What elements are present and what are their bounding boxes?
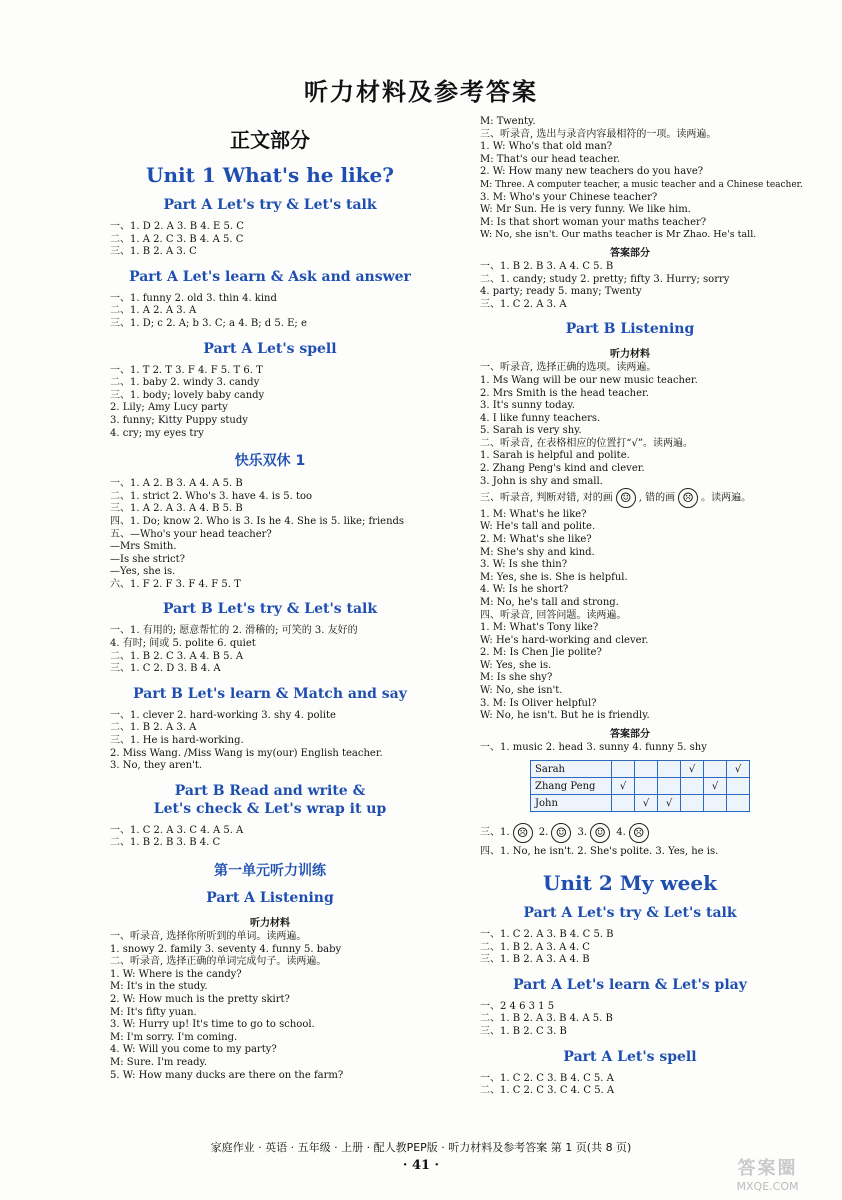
material-line: W: He's hard-working and clever. [480,634,649,646]
material-line: M: Is she shy? [480,672,553,684]
material-line: 二、听录音, 选择正确的单词完成句子。读两遍。 [110,956,327,968]
material-line: M: That's our head teacher. [480,153,620,165]
material-line: 一、听录音, 选择正确的选项。读两遍。 [480,362,657,374]
tick-table [530,760,750,812]
material-line: M: Sure. I'm ready. [110,1056,208,1068]
section-title: 正文部分 [230,128,310,152]
material-line: 一、听录音, 选择你所听到的单词。读两遍。 [110,931,307,942]
answer-line: 4. cry; my eyes try [110,427,204,439]
left-column [110,112,430,1082]
material-heading: 听力材料 [610,349,650,361]
answer-line: —Is she strict? [110,553,186,565]
table-cell [612,795,635,812]
material-line: 4. I like funny teachers. [480,412,601,424]
table-cell: John [531,795,612,812]
answer-line: 一、1. music 2. head 3. sunny 4. funny 5. shy [480,741,707,753]
answer-line: 二、1. A 2. A 3. A [110,305,197,317]
part-a-learn-title: Part A Let's learn & Ask and answer [129,268,411,285]
table-cell [658,778,681,795]
answer-line: 三、1. C 2. D 3. B 4. A [110,663,221,675]
table-cell [727,795,750,812]
material-line: M: Is that short woman your maths teacher? [480,216,707,228]
answer-line: 一、1. funny 2. old 3. thin 4. kind [110,292,277,304]
u2-part-a-learn-title: Part A Let's learn & Let's play [513,976,747,993]
answer-line: 一、1. D 2. A 3. B 4. E 5. C [110,221,244,232]
table-cell [635,761,658,778]
answer-line: 四、1. Do; know 2. Who is 3. Is he 4. She is 5. like; friends [110,515,405,527]
material-line: 2. M: What's she like? [480,533,592,545]
table-cell: √ [704,778,727,795]
material-line: 1. Sarah is helpful and polite. [480,450,630,462]
table-cell [635,778,658,795]
material-line: M: She's shy and kind. [480,546,595,558]
answer-line: 二、1. C 2. C 3. C 4. C 5. A [480,1085,615,1097]
table-cell: Sarah [531,761,612,778]
answer-line: 一、1. B 2. B 3. A 4. C 5. B [480,260,614,272]
material-heading: 听力材料 [250,918,290,929]
answer-line: 二、1. baby 2. windy 3. candy [110,377,260,389]
answer-line: 五、—Who's your head teacher? [110,528,272,540]
answer-line: 一、1. T 2. T 3. F 4. F 5. T 6. T [110,364,263,376]
material-line: 2. W: How much is the pretty skirt? [110,993,290,1005]
material-line: 3. John is shy and small. [480,475,603,487]
material-line: M: Three. A computer teacher, a music teacher and a Chinese teacher. [480,179,803,190]
watermark-url: MXQE.COM [736,1180,799,1193]
answer-line: 一、1. C 2. A 3. C 4. A 5. A [110,824,244,836]
answer-line: 二、1. B 2. A 3. A 4. C [480,941,590,953]
answer-line: 三、1. He is hard-working. [110,735,244,747]
answer-line: 二、1. B 2. B 3. B 4. C [110,837,221,849]
answer-line: 三、1. B 2. A 3. A 4. B [480,954,590,966]
material-line: 四、听录音, 回答问题。读两遍。 [480,609,627,621]
part-a-try-title: Part A Let's try & Let's talk [163,197,377,213]
answer-line: 4. 有时; 间或 5. polite 6. quiet [110,638,256,650]
answer-line: 一、1. C 2. A 3. B 4. C 5. B [480,929,614,941]
happy-weekend-title: 快乐双休 1 [234,453,306,470]
table-cell: √ [658,795,681,812]
material-line: 二、听录音, 在表格相应的位置打“√”。读两遍。 [480,437,693,449]
material-line: M: Twenty. [480,116,536,127]
table-cell: √ [635,795,658,812]
material-line: 2. W: How many new teachers do you have? [480,166,704,178]
material-line: W: Yes, she is. [480,659,552,671]
u2-part-a-try-title: Part A Let's try & Let's talk [523,905,737,922]
unit1-listening-title: 第一单元听力训练 [214,863,326,879]
answer-line: 一、2 4 6 3 1 5 [480,1000,555,1012]
material-line: 5. W: How many ducks are there on the farm? [110,1069,344,1081]
material-line: W: No, she isn't. Our maths teacher is Mr Zhao. He's tall. [480,229,757,241]
material-line: 三、听录音, 选出与录音内容最相符的一项。读两遍。 [480,128,717,140]
table-cell [704,795,727,812]
instruction-text: , 错的画 [638,492,676,504]
material-line: 1. W: Who's that old man? [480,141,613,153]
material-line: 1. snowy 2. family 3. seventy 4. funny 5. baby [110,943,342,955]
watermark [705,1158,830,1196]
material-line: 3. W: Hurry up! It's time to go to school. [110,1019,315,1031]
part-b-check-title: Let's check & Let's wrap it up [153,800,387,817]
answer-line: 2. Lily; Amy Lucy party [110,402,228,414]
smiley-face-icon: ☺ [551,823,571,843]
material-line: 2. Mrs Smith is the head teacher. [480,387,649,399]
table-cell: √ [681,761,704,778]
answer-line: 二、1. B 2. A 3. B 4. A 5. B [480,1013,613,1025]
answer-line: 一、1. C 2. C 3. B 4. C 5. A [480,1072,614,1084]
answer-line: 三、1. body; lovely baby candy [110,389,265,401]
smiley-face-icon: ☺ [590,823,610,843]
material-line: M: Yes, she is. She is helpful. [480,571,628,583]
table-cell [612,761,635,778]
material-line: 1. M: What's he like? [480,508,587,520]
unit1-title: Unit 1 What's he like? [146,163,394,187]
answers-heading: 答案部分 [610,728,650,740]
table-row [531,761,750,778]
material-line: M: No, he's tall and strong. [480,596,619,608]
sad-face-icon: ☹ [678,488,698,508]
watermark-logo: 答案圈 [737,1158,798,1179]
answer-line: 一、1. A 2. B 3. A 4. A 5. B [110,478,243,490]
answer-line: 二、1. B 2. A 3. A [110,722,197,734]
answer-label: 三、1. [480,827,510,839]
material-line: W: No, he isn't. But he is friendly. [480,710,650,722]
material-line: 3. M: Who's your Chinese teacher? [480,191,658,203]
answer-line: 3. funny; Kitty Puppy study [110,414,248,426]
material-line: 5. Sarah is very shy. [480,425,582,437]
smiley-face-icon: ☺ [616,488,636,508]
table-cell: √ [727,761,750,778]
material-line: M: I'm sorry. I'm coming. [110,1031,238,1043]
material-line: M: It's fifty yuan. [110,1006,197,1018]
faces-instruction [480,488,780,509]
answer-line: 六、1. F 2. F 3. F 4. F 5. T [110,578,241,590]
answer-line: —Yes, she is. [110,566,176,578]
table-cell: √ [612,778,635,795]
answer-line: 3. No, they aren't. [110,760,203,772]
unit2-title: Unit 2 My week [543,871,717,896]
material-line: 3. W: Is she thin? [480,559,568,571]
page-number: · 41 · [402,1158,440,1173]
sad-face-icon: ☹ [629,823,649,843]
answer-line: 一、1. 有用的; 愿意帮忙的 2. 滑稽的; 可笑的 3. 友好的 [110,625,358,637]
part-b-learn-title: Part B Let's learn & Match and say [133,685,407,702]
answer-line: 二、1. A 2. C 3. B 4. A 5. C [110,233,244,245]
part-b-read-title: Part B Read and write & [174,782,366,799]
part-a-listening-title: Part A Listening [206,890,334,906]
answer-line: 四、1. No, he isn't. 2. She's polite. 3. Yes, he is. [480,846,719,858]
material-line: W: He's tall and polite. [480,521,596,533]
answer-line: 二、1. candy; study 2. pretty; fifty 3. Hurry; sorry [480,273,730,285]
part-b-try-title: Part B Let's try & Let's talk [162,601,378,618]
page-footer: 家庭作业 · 英语 · 五年级 · 上册 · 配人教PEP版 · 听力材料及参考答案 第 1 页(共 8 页) [210,1141,632,1154]
faces-answers [480,820,780,846]
part-a-spell-title: Part A Let's spell [203,340,337,357]
material-line: M: It's in the study. [110,981,208,993]
table-cell [704,761,727,778]
answer-label: 4. [616,827,626,839]
table-cell [681,795,704,812]
table-row [531,795,750,812]
answer-line: 4. party; ready 5. many; Twenty [480,286,642,298]
answer-line: 三、1. D; c 2. A; b 3. C; a 4. B; d 5. E; e [110,317,307,329]
instruction-text: 。读两遍。 [701,492,752,504]
table-cell [681,778,704,795]
material-line: W: No, she isn't. [480,685,563,697]
u2-part-a-spell-title: Part A Let's spell [563,1048,697,1065]
material-line: 4. W: Is he short? [480,584,569,596]
answer-line: —Mrs Smith. [110,541,177,553]
answer-line: 一、1. clever 2. hard-working 3. shy 4. polite [110,709,336,721]
answer-line: 二、1. strict 2. Who's 3. have 4. is 5. too [110,490,313,502]
table-cell [658,761,681,778]
answer-line: 2. Miss Wang. /Miss Wang is my(our) English teacher. [110,747,383,759]
answer-line: 二、1. B 2. C 3. A 4. B 5. A [110,650,244,662]
table-row [531,778,750,795]
table-cell: Zhang Peng [531,778,612,795]
material-line: 1. Ms Wang will be our new music teacher. [480,374,698,386]
answer-line: 三、1. A 2. A 3. A 4. B 5. B [110,503,243,515]
material-line: W: Mr Sun. He is very funny. We like him. [480,204,691,216]
material-line: 1. W: Where is the candy? [110,968,242,980]
material-line: 4. W: Will you come to my party? [110,1044,277,1056]
instruction-text: 三、听录音, 判断对错, 对的画 [480,492,613,504]
material-line: 3. It's sunny today. [480,400,575,412]
material-line: 2. M: Is Chen Jie polite? [480,647,602,659]
material-line: 2. Zhang Peng's kind and clever. [480,463,645,475]
sad-face-icon: ☹ [513,823,533,843]
answers-heading: 答案部分 [610,247,650,259]
page-title: 听力材料及参考答案 [304,78,538,106]
right-column [480,116,803,1098]
answer-label: 3. [577,827,588,839]
part-b-listening-title: Part B Listening [565,321,695,338]
answer-label: 2. [538,827,549,839]
answer-line: 三、1. B 2. C 3. B [480,1026,567,1037]
answer-line: 三、1. B 2. A 3. C [110,246,197,258]
answer-line: 三、1. C 2. A 3. A [480,298,567,310]
material-line: 1. M: What's Tony like? [480,622,599,634]
table-cell [727,778,750,795]
material-line: 3. M: Is Oliver helpful? [480,697,597,709]
